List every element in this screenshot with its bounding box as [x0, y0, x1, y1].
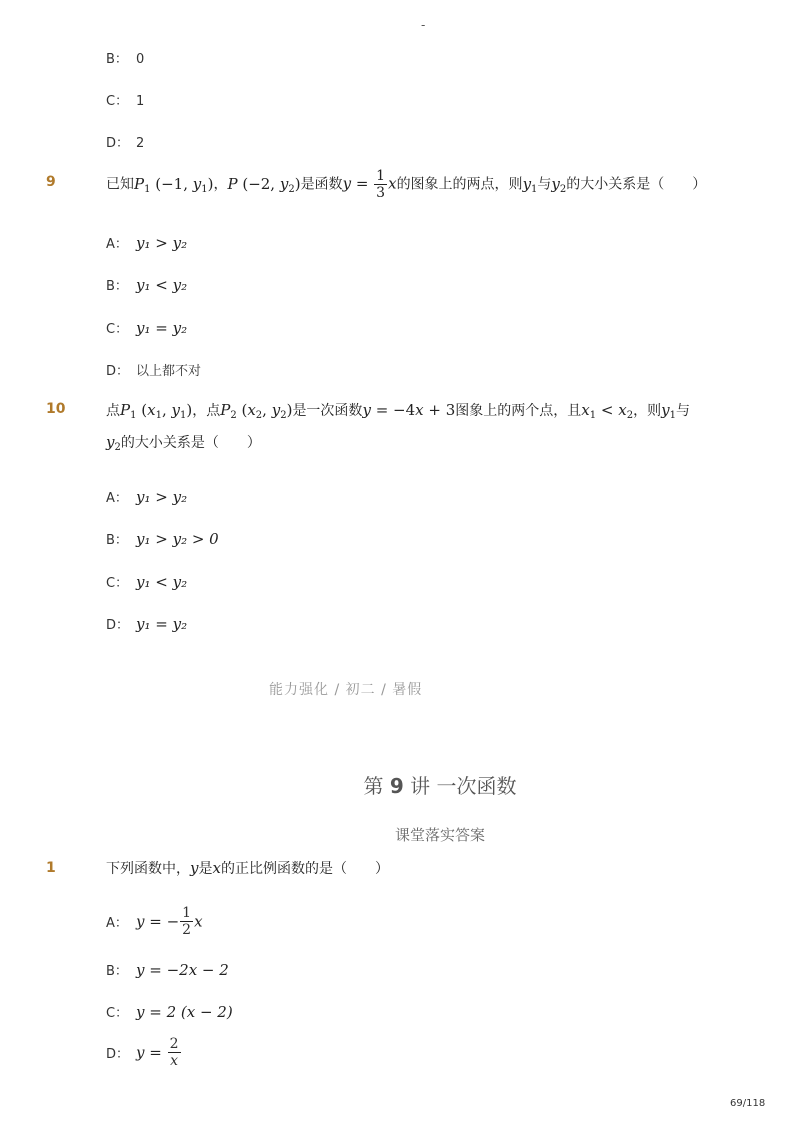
- stem-text: 的大小关系是（ ）: [566, 176, 707, 193]
- option-label: C：: [106, 576, 129, 591]
- option-label: B：: [106, 52, 128, 67]
- fraction: $\frac{1}{2}$: [182, 905, 192, 938]
- stem-text: 的正比例函数的是（ ）: [220, 861, 389, 877]
- math-expr: $y_1$: [661, 401, 676, 421]
- q10-option-d: [106, 614, 187, 633]
- option-label: B：: [106, 964, 128, 979]
- q10-option-a: [106, 487, 187, 506]
- page-number: 69/118: [730, 1098, 766, 1109]
- option-value: 0: [136, 52, 145, 67]
- option-expr: y = −2x − 2: [136, 961, 229, 979]
- q9-option-b: [106, 275, 187, 294]
- option-label: D：: [106, 618, 130, 633]
- a1-option-c: [106, 1002, 233, 1021]
- math-expr: y = −: [136, 912, 180, 931]
- stem-text: ，则: [633, 403, 662, 419]
- option-value: 2: [136, 136, 145, 151]
- math-expr: y = −4x + 3: [362, 401, 456, 419]
- stem-text: 已知: [106, 176, 134, 193]
- question-number: 1: [46, 860, 56, 876]
- fraction: $\frac{2}{x}$: [169, 1036, 179, 1069]
- question-number: 9: [46, 174, 56, 190]
- option-label: B：: [106, 279, 128, 294]
- fraction: $\frac{1}{3}$: [376, 168, 386, 201]
- math-expr: x: [388, 174, 397, 193]
- option-expr: y = 2 (x − 2): [136, 1003, 233, 1021]
- option-expr: y₁ = y₂: [136, 615, 188, 633]
- option-expr: y₁ > y₂ > 0: [136, 530, 219, 548]
- math-expr: y: [190, 859, 199, 877]
- math-expr: $P_2$ ($x_2$, $y_2$): [220, 401, 293, 421]
- option-value: 以上都不对: [136, 364, 202, 379]
- stem-text: 是一次函数: [292, 403, 363, 419]
- option-label: B：: [106, 533, 128, 548]
- question-number: 10: [46, 401, 66, 417]
- math-expr: P (−2, $y_2$): [227, 174, 301, 195]
- q8-option-b: [106, 48, 144, 67]
- option-label: D：: [106, 364, 130, 379]
- q8-option-c: [106, 90, 144, 109]
- question-10-stem-line2: [106, 432, 261, 458]
- q10-option-c: [106, 572, 187, 591]
- stem-text: 与: [537, 176, 552, 193]
- option-expr: y₁ > y₂: [136, 234, 188, 252]
- a1-option-d: [106, 1036, 182, 1069]
- math-expr: y =: [136, 1043, 162, 1062]
- a1-option-b: [106, 960, 229, 979]
- stem-text: 的图象上的两点，则: [396, 176, 523, 193]
- math-expr: x: [212, 859, 221, 877]
- q9-option-a: [106, 233, 187, 252]
- option-expr: y₁ = y₂: [136, 319, 188, 337]
- stem-text: 与: [675, 403, 690, 419]
- q9-option-d: [106, 360, 201, 379]
- option-expr: y₁ < y₂: [136, 276, 188, 294]
- option-label: D：: [106, 1047, 130, 1062]
- option-expr: y₁ < y₂: [136, 573, 188, 591]
- option-label: A：: [106, 491, 128, 506]
- option-label: C：: [106, 1006, 129, 1021]
- chapter-number: 9: [389, 774, 404, 798]
- stem-text: 图象上的两个点，且: [455, 403, 582, 419]
- chapter-title: [0, 770, 800, 799]
- stem-text: 是函数: [300, 176, 343, 193]
- option-label: C：: [106, 94, 129, 109]
- answer-1-stem: [106, 858, 389, 879]
- stem-text: 的大小关系是（ ）: [120, 435, 261, 451]
- option-label: A：: [106, 916, 128, 931]
- math-expr: $P_1$ (−1, $y_1$): [134, 174, 214, 195]
- math-expr: $y_2$: [106, 433, 121, 453]
- stem-text: 下列函数中，: [106, 861, 190, 877]
- q10-option-b: [106, 529, 219, 548]
- math-expr: $y_2$: [551, 174, 567, 195]
- breadcrumb: 能力强化 / 初二 / 暑假: [269, 682, 423, 698]
- question-9-stem: [106, 168, 706, 201]
- question-10-stem-line1: [106, 400, 690, 426]
- math-expr: y =: [342, 174, 369, 193]
- stem-text: ，点: [192, 403, 221, 419]
- option-label: D：: [106, 136, 130, 151]
- math-expr: $P_1$ ($x_1$, $y_1$): [120, 401, 193, 421]
- stem-text: ，: [213, 176, 228, 193]
- option-label: C：: [106, 322, 129, 337]
- option-expr: y₁ > y₂: [136, 488, 188, 506]
- stem-text: 点: [106, 403, 120, 419]
- a1-option-a: [106, 905, 203, 938]
- q8-option-d: [106, 132, 144, 151]
- top-mark: -: [421, 18, 426, 32]
- option-label: A：: [106, 237, 128, 252]
- q9-option-c: [106, 318, 187, 337]
- chapter-pre: 第: [363, 774, 384, 798]
- option-value: 1: [136, 94, 145, 109]
- chapter-post: 讲 一次函数: [410, 774, 517, 798]
- stem-text: 是: [198, 861, 213, 877]
- math-expr: $x_1 < x_2$: [581, 401, 634, 421]
- math-expr: $y_1$: [522, 174, 538, 195]
- math-expr: x: [194, 912, 203, 931]
- section-title: 课堂落实答案: [394, 826, 485, 844]
